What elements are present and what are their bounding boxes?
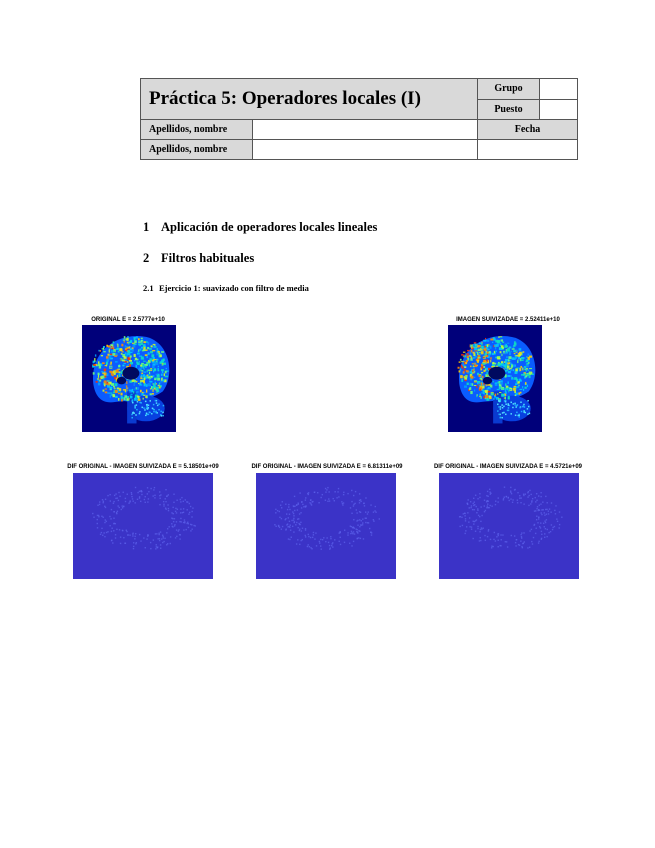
- diff-image-3: [439, 473, 579, 579]
- puesto-field[interactable]: [540, 99, 578, 120]
- section-heading-2: 2 Filtros habituales: [143, 251, 255, 265]
- diff-image-1: [73, 473, 213, 579]
- puesto-label: Puesto: [478, 99, 540, 120]
- name-label-2: Apellidos, nombre: [141, 140, 253, 160]
- diff-caption-2: DIF ORIGINAL - IMAGEN SUIVIZADA E = 6.81311e+09: [251, 464, 403, 470]
- header-table: [140, 78, 578, 160]
- practice-title: Práctica 5: Operadores locales (I): [141, 79, 478, 120]
- diff-image-2: [256, 473, 396, 579]
- original-caption: ORIGINAL E = 2.5777e+10: [91, 317, 165, 323]
- diff-caption-1: DIF ORIGINAL - IMAGEN SUIVIZADA E = 5.18501e+09: [67, 464, 219, 470]
- name-label-1: Apellidos, nombre: [141, 120, 253, 140]
- diff-caption-3: DIF ORIGINAL - IMAGEN SUIVIZADA E = 4.5721e+09: [433, 464, 583, 470]
- smoothed-brain-image: [448, 325, 542, 432]
- grupo-field[interactable]: [540, 79, 578, 100]
- section-heading-1: 1 Aplicación de operadores locales lineales: [143, 220, 378, 234]
- fecha-field[interactable]: [478, 140, 578, 160]
- name-field-1[interactable]: [253, 120, 478, 140]
- name-field-2[interactable]: [253, 140, 478, 160]
- fecha-label: Fecha: [478, 120, 578, 140]
- grupo-label: Grupo: [478, 79, 540, 100]
- smoothed-caption: IMAGEN SUIVIZADAE = 2.52411e+10: [456, 317, 560, 323]
- original-brain-image: [82, 325, 176, 432]
- subsection-heading: 2.1 Ejercicio 1: suavizado con filtro de media: [143, 283, 309, 293]
